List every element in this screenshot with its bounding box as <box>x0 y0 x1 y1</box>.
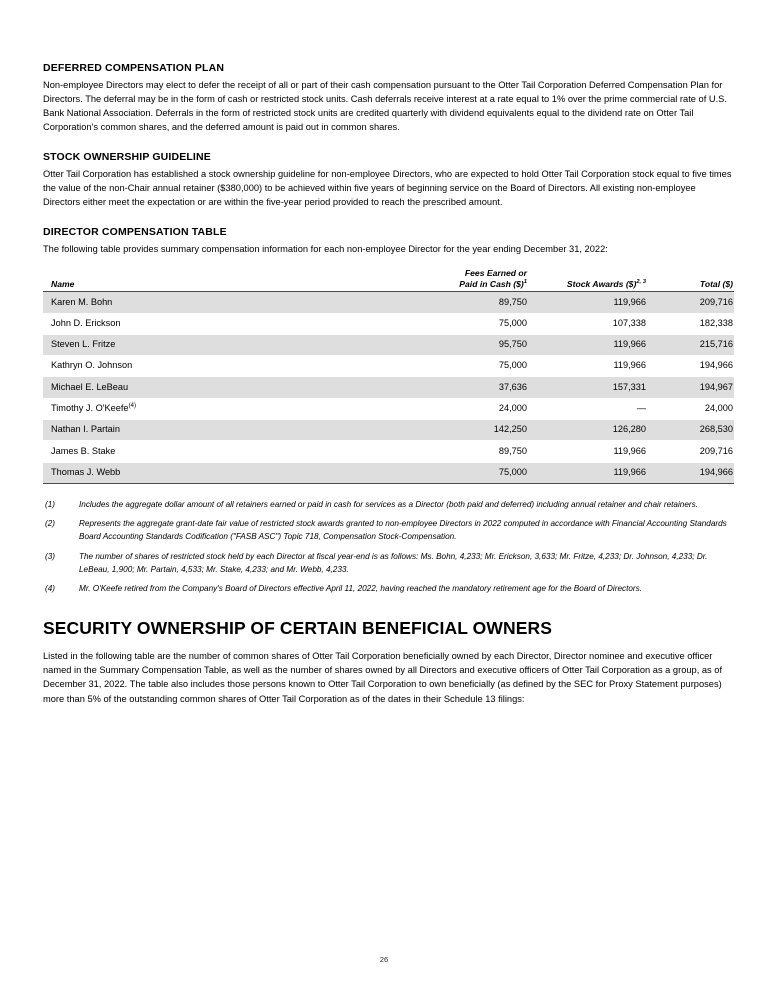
spacer <box>43 134 734 151</box>
footnotes-list <box>43 499 734 596</box>
director-compensation-table <box>43 268 734 484</box>
column-header-fees-line2: Paid in Cash ($) <box>459 278 524 289</box>
stock-ownership-guideline-heading: STOCK OWNERSHIP GUIDELINE <box>43 151 211 164</box>
table-header-row <box>43 268 734 292</box>
cell-total: 182,338 <box>647 313 734 334</box>
cell-total: 194,966 <box>647 356 734 377</box>
cell-stock: 119,966 <box>528 356 647 377</box>
footnote <box>43 499 734 512</box>
footnote-text: Includes the aggregate dollar amount of all retainers earned or paid in cash for services as a Director (both paid and deferred) including annual retainer and chair retainers. <box>79 499 698 509</box>
cell-total: 194,967 <box>647 377 734 398</box>
cell-director-name: Karen M. Bohn <box>43 292 395 313</box>
cell-director-name-label: Timothy J. O'Keefe <box>51 403 129 414</box>
cell-total: 209,716 <box>647 292 734 313</box>
footnote-marker: (1) <box>45 499 56 509</box>
column-header-name: Name <box>43 268 395 292</box>
table-row <box>43 398 734 419</box>
footnote-text: Represents the aggregate grant-date fair value of restricted stock awards granted to non-employee Directors in 2022 computed in accordance with Financial Accounting Standards Board Accounting Standards Codification ("FASB ASC") Topic 718, Compensation Stock-Compensation. <box>79 519 727 542</box>
footnote-marker: (4) <box>45 584 56 594</box>
cell-director-name: Steven L. Fritze <box>43 334 395 355</box>
column-header-fees-line1: Fees Earned or <box>464 267 527 278</box>
footnote-ref-1: 1 <box>523 278 527 285</box>
cell-fees: 95,750 <box>395 334 528 355</box>
table-header <box>43 268 734 292</box>
column-header-fees-earned <box>395 268 528 292</box>
cell-total: 209,716 <box>647 441 734 462</box>
footnote-marker: (2) <box>45 519 56 529</box>
deferred-compensation-paragraph: Non-employee Directors may elect to defer the receipt of all or part of their cash compensation pursuant to the Otter Tail Corporation Deferred Compensation Plan for Directors. The deferral may be in the form of cash or restricted stock units. Cash deferrals receive interest at a rate equal to 1% over the prime commercial rate of U.S. Bank National Association. Deferrals in the form of restricted stock units are credited quarterly with dividend equivalents equal to the dividend rate on Otter Tail Corporation's common shares, and the deferred amount is paid out in common shares. <box>43 79 727 132</box>
cell-fees: 75,000 <box>395 313 528 334</box>
cell-director-name: Nathan I. Partain <box>43 419 395 440</box>
cell-stock: — <box>528 398 647 419</box>
cell-fees: 142,250 <box>395 419 528 440</box>
security-ownership-paragraph: Listed in the following table are the number of common shares of Otter Tail Corporation beneficially owned by each Director, Director nominee and executive officer named in the Summary Compensation Table, as well as the number of shares owned by all Directors and executive officers of Otter Tail Corporation as a group, as of December 31, 2022. The table also includes those persons known to Otter Tail Corporation to own beneficially (as defined by the SEC for Proxy Statement purposes) more than 5% of the outstanding common shares of Otter Tail Corporation as of the dates in their Schedule 13 filings: <box>43 651 723 704</box>
cell-director-name: James B. Stake <box>43 441 395 462</box>
director-compensation-table-heading: DIRECTOR COMPENSATION TABLE <box>43 226 227 239</box>
table-row <box>43 377 734 398</box>
page-number: 26 <box>379 955 389 964</box>
director-compensation-table-intro: The following table provides summary compensation information for each non-employee Director for the year ending December 31, 2022: <box>43 243 608 254</box>
cell-stock: 157,331 <box>528 377 647 398</box>
spacer <box>43 638 734 649</box>
table-row <box>43 419 734 440</box>
cell-fees: 37,636 <box>395 377 528 398</box>
footnote <box>43 518 734 543</box>
cell-director-name <box>43 398 395 419</box>
table-row <box>43 334 734 355</box>
deferred-compensation-heading: DEFERRED COMPENSATION PLAN <box>43 62 225 74</box>
cell-stock: 119,966 <box>528 292 647 313</box>
column-header-total: Total ($) <box>647 268 734 292</box>
column-header-stock-label: Stock Awards ($) <box>566 278 637 289</box>
cell-total: 215,716 <box>647 334 734 355</box>
table-row <box>43 356 734 377</box>
footnote-text: Mr. O'Keefe retired from the Company's Board of Directors effective April 11, 2022, having reached the mandatory retirement age for the Board of Directors. <box>79 584 643 594</box>
cell-fees: 75,000 <box>395 356 528 377</box>
cell-stock: 119,966 <box>528 334 647 355</box>
footnote <box>43 583 734 596</box>
footnote-marker: (3) <box>45 551 56 561</box>
cell-fees: 24,000 <box>395 398 528 419</box>
footnote-ref-2-3: 2, 3 <box>636 278 646 285</box>
table-body <box>43 292 734 484</box>
table-row <box>43 441 734 462</box>
table-row <box>43 462 734 483</box>
footnote-ref: (4) <box>128 401 137 409</box>
cell-total: 194,966 <box>647 462 734 483</box>
stock-ownership-guideline-paragraph: Otter Tail Corporation has established a stock ownership guideline for non-employee Directors, who are expected to hold Otter Tail Corporation stock equal to five times the value of the non-Chair annual retainer ($380,000) to be achieved within five years of beginning service on the Board of Directors. All existing non-employee Directors either meet the expectation or are within the five-year period provided to reach the prescribed amount. <box>43 168 732 207</box>
cell-director-name: Thomas J. Webb <box>43 462 395 483</box>
cell-director-name: Michael E. LeBeau <box>43 377 395 398</box>
cell-stock: 126,280 <box>528 419 647 440</box>
security-ownership-heading: SECURITY OWNERSHIP OF CERTAIN BENEFICIAL OWNERS <box>43 618 552 638</box>
footnote-text: The number of shares of restricted stock held by each Director at fiscal year-end is as follows: Ms. Bohn, 4,233; Mr. Erickson, 3,633; Mr. Fritze, 4,233; Dr. Johnson, 4,233; Dr. LeBeau, 1,900; Mr. Partain, 4,533; Mr. Stake, 4,233; and Mr. Webb, 4,233. <box>79 551 708 574</box>
column-header-stock-awards <box>528 268 647 292</box>
cell-fees: 89,750 <box>395 441 528 462</box>
page-content <box>43 62 734 706</box>
cell-stock: 107,338 <box>528 313 647 334</box>
cell-stock: 119,966 <box>528 441 647 462</box>
spacer <box>43 209 734 226</box>
cell-director-name: John D. Erickson <box>43 313 395 334</box>
footnote <box>43 551 734 576</box>
table-row <box>43 292 734 313</box>
cell-fees: 89,750 <box>395 292 528 313</box>
cell-fees: 75,000 <box>395 462 528 483</box>
cell-total: 268,530 <box>647 419 734 440</box>
cell-stock: 119,966 <box>528 462 647 483</box>
cell-total: 24,000 <box>647 398 734 419</box>
table-row <box>43 313 734 334</box>
cell-director-name: Kathryn O. Johnson <box>43 356 395 377</box>
